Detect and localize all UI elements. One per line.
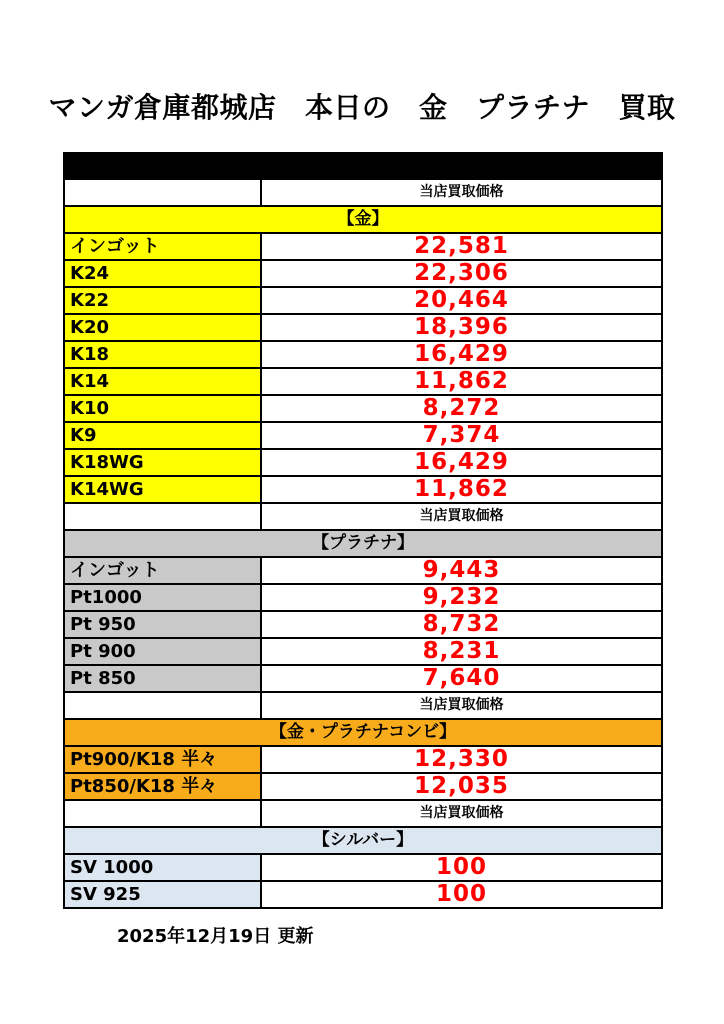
item-label: Pt 900 — [65, 639, 262, 664]
item-label: Pt900/K18 半々 — [65, 747, 262, 772]
price-header-row — [65, 799, 661, 826]
item-price: 7,640 — [422, 665, 501, 691]
item-label: インゴット — [65, 234, 262, 259]
table-row — [65, 394, 661, 421]
item-price: 8,231 — [422, 638, 501, 664]
item-price: 22,581 — [414, 233, 509, 259]
item-price: 18,396 — [414, 314, 509, 340]
empty-cell — [65, 801, 262, 826]
item-price: 8,272 — [422, 395, 501, 421]
item-price: 20,464 — [414, 287, 509, 313]
item-label: Pt1000 — [65, 585, 262, 610]
table-row — [65, 367, 661, 394]
table-row — [65, 853, 661, 880]
table-row — [65, 610, 661, 637]
section-header-platinum: 【プラチナ】 — [65, 529, 661, 556]
item-label: K18WG — [65, 450, 262, 475]
item-price: 11,862 — [414, 476, 509, 502]
table-row — [65, 448, 661, 475]
price-column-header: 当店買取価格 — [419, 508, 504, 524]
item-label: Pt 950 — [65, 612, 262, 637]
item-label: K10 — [65, 396, 262, 421]
table-row — [65, 556, 661, 583]
table-row — [65, 421, 661, 448]
item-label: K20 — [65, 315, 262, 340]
update-date: 2025年12月19日 更新 — [117, 926, 314, 947]
price-column-header: 当店買取価格 — [419, 697, 504, 713]
item-price: 16,429 — [414, 449, 509, 475]
price-table — [63, 152, 663, 909]
item-price: 100 — [435, 881, 487, 907]
item-label: K14WG — [65, 477, 262, 502]
item-label: インゴット — [65, 558, 262, 583]
empty-cell — [65, 180, 262, 205]
section-header-gold-platinum-combo: 【金・プラチナコンビ】 — [65, 718, 661, 745]
price-header-row — [65, 178, 661, 205]
item-price: 9,232 — [422, 584, 501, 610]
empty-cell — [65, 504, 262, 529]
table-row — [65, 583, 661, 610]
item-price: 100 — [435, 854, 487, 880]
table-row — [65, 313, 661, 340]
item-label: K14 — [65, 369, 262, 394]
table-row — [65, 232, 661, 259]
table-row — [65, 286, 661, 313]
price-header-row — [65, 502, 661, 529]
table-row — [65, 880, 661, 907]
table-row — [65, 664, 661, 691]
item-label: K24 — [65, 261, 262, 286]
item-label: K9 — [65, 423, 262, 448]
item-price: 16,429 — [414, 341, 509, 367]
item-price: 12,330 — [414, 746, 509, 772]
item-price: 8,732 — [422, 611, 501, 637]
item-label: Pt850/K18 半々 — [65, 774, 262, 799]
item-price: 22,306 — [414, 260, 509, 286]
table-row — [65, 259, 661, 286]
item-price: 12,035 — [414, 773, 509, 799]
item-price: 7,374 — [422, 422, 501, 448]
item-label: K22 — [65, 288, 262, 313]
section-header-gold: 【金】 — [65, 205, 661, 232]
item-price: 9,443 — [422, 557, 501, 583]
table-row — [65, 772, 661, 799]
section-header-silver: 【シルバー】 — [65, 826, 661, 853]
table-row — [65, 340, 661, 367]
table-row — [65, 637, 661, 664]
table-row — [65, 745, 661, 772]
item-label: Pt 850 — [65, 666, 262, 691]
table-row — [65, 475, 661, 502]
item-label: SV 1000 — [65, 855, 262, 880]
price-header-row — [65, 691, 661, 718]
item-label: SV 925 — [65, 882, 262, 907]
empty-cell — [65, 693, 262, 718]
item-label: K18 — [65, 342, 262, 367]
price-column-header: 当店買取価格 — [419, 184, 504, 200]
item-price: 11,862 — [414, 368, 509, 394]
page-title: マンガ倉庫都城店 本日の 金 プラチナ 買取 — [48, 91, 676, 124]
price-column-header: 当店買取価格 — [419, 805, 504, 821]
table-top-bar — [65, 154, 661, 178]
